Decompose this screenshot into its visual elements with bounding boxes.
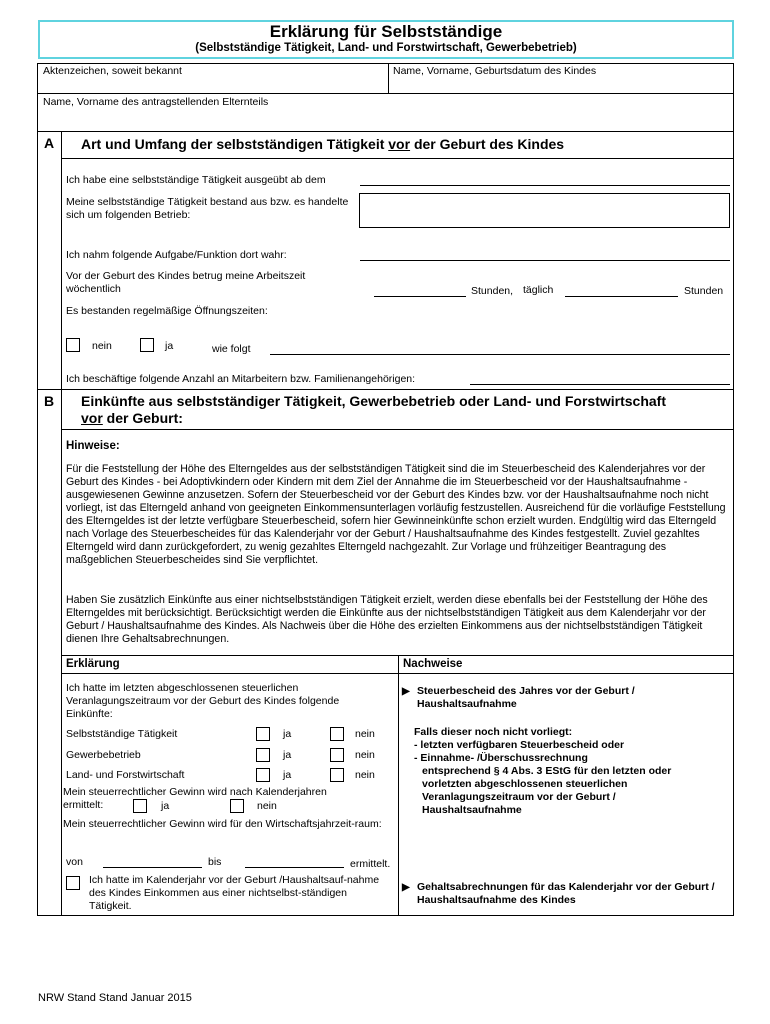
col-nachweise-header: Nachweise (403, 658, 463, 670)
arbeitszeit-label: Vor der Geburt des Kindes betrug meine Arbeitszeit wöchentlich (66, 270, 306, 295)
page-subtitle: (Selbstständige Tätigkeit, Land- und Forstwirtschaft, Gewerbebetrieb) (195, 42, 577, 54)
page-title: Erklärung für Selbstständige (269, 22, 503, 41)
row-landwirtschaft-ja-checkbox[interactable] (256, 768, 270, 782)
section-b-letter: B (44, 393, 55, 409)
oeffnungszeiten-ja-checkbox[interactable] (140, 338, 154, 352)
ermittelt-label: ermittelt. (350, 858, 391, 870)
oeffnungszeiten-ja-label: ja (165, 340, 174, 352)
oeffnungszeiten-nein-checkbox[interactable] (66, 338, 80, 352)
arbeitszeit-weekly-field[interactable] (374, 296, 466, 297)
section-b-heading-line2: vor der Geburt: (81, 410, 183, 426)
oeffnungszeiten-nein-label: nein (92, 340, 112, 352)
aufgabe-label: Ich nahm folgende Aufgabe/Funktion dort wahr: (66, 249, 287, 261)
gewinn-kalender-nein-checkbox[interactable] (230, 799, 244, 813)
nachweis3-arrow-icon: ▶ (402, 882, 410, 893)
footer-stand: NRW Stand Stand Januar 2015 (38, 992, 192, 1004)
row-gewerbe-ja-label: ja (283, 749, 292, 761)
von-date-field[interactable] (103, 867, 202, 868)
wie-folgt-label: wie folgt (212, 343, 251, 355)
col-erklaerung-header: Erklärung (66, 658, 120, 670)
gewinn-kalender-nein-label: nein (257, 800, 277, 812)
hinweise-label: Hinweise: (66, 440, 120, 452)
row-landwirtschaft-label: Land- und Forstwirtschaft (66, 769, 185, 781)
nachweis2-b: - Einnahme- /Überschussrechnung (414, 752, 588, 764)
nachweis1-text: Steuerbescheid des Jahres vor der Geburt / Haushaltsaufnahme (417, 685, 635, 710)
section-b-heading-line1: Einkünfte aus selbstständiger Tätigkeit, Gewerbebetrieb oder Land- und Forstwirtschaft (81, 393, 666, 409)
ausgeuebt-label: Ich habe eine selbstständige Tätigkeit ausgeübt ab dem (66, 174, 326, 186)
row-gewerbe-ja-checkbox[interactable] (256, 748, 270, 762)
nichtselbst-label: Ich hatte im Kalenderjahr vor der Geburt /Haushaltsauf-nahme des Kindes Einkommen aus einer nichtselbst-ständigen Tätigkeit. (89, 874, 380, 912)
bis-date-field[interactable] (245, 867, 344, 868)
elternteil-field[interactable] (38, 110, 733, 130)
nachweis3-text: Gehaltsabrechnungen für das Kalenderjahr vor der Geburt / Haushaltsaufnahme des Kindes (417, 881, 715, 906)
einkuenfte-intro: Ich hatte im letzten abgeschlossenen steuerlichen Veranlagungszeitraum vor der Geburt des Kindes folgende Einkünfte: (66, 682, 340, 720)
mitarbeiter-label: Ich beschäftige folgende Anzahl an Mitarbeitern bzw. Familienangehörigen: (66, 373, 416, 385)
nichtselbst-checkbox[interactable] (66, 876, 80, 890)
row-selbststaendig-nein-label: nein (355, 728, 375, 740)
taeglich-label: täglich (523, 284, 554, 296)
stunden-label-2: Stunden (684, 285, 724, 297)
kind-field[interactable] (389, 78, 733, 92)
nachweis2-a: - letzten verfügbaren Steuerbescheid oder (414, 739, 625, 751)
oeffnungszeiten-label: Es bestanden regelmäßige Öffnungszeiten: (66, 305, 268, 317)
section-a-letter: A (44, 135, 55, 151)
row-landwirtschaft-nein-label: nein (355, 769, 375, 781)
gewinn-kalender-ja-checkbox[interactable] (133, 799, 147, 813)
betrieb-field[interactable] (359, 193, 730, 228)
arbeitszeit-daily-field[interactable] (565, 296, 678, 297)
hinweise-paragraph-1: Für die Feststellung der Höhe des Elterngeldes aus der selbstständigen Tätigkeit sind die im Steuerbescheid des Kalenderjahres vor der Geburt des Kindes - bei Adoptivkindern oder Kindern mit dem Ziel der Annahme die im Steuerbescheid vor der Haushaltsaufnahme - ausgewiesenen Gewinne anzusetzen. Sofern der Steuerbescheid vor der Geburt des Kindes bzw. vor der Haushaltsaufnahme noch nicht vorliegt, ist das Elterngeld anhand von geeigneten Einkommensunterlagen vorläufig festzustellen. Ausreichend für die vorläufige Feststellung des Elterngeldes ist der letzte verfügbare Steuerbescheid, sofern hier Gewinneinkünfte schon erzielt wurden. Endgültig wird das Elterngeld nach Vorlage des Steuerbescheides für das Kalenderjahr vor der Geburt / Haushaltsaufnahme des Kindes festgestellt. Zuviel gezahltes Elterngeld wird dann zurückgefordert, zu wenig gezahltes Elterngeld nachgezahlt. Zur Vorlage und frühzeitiger Beantragung des maßgeblichen Steuerbescheides sind Sie verpflichtet. (66, 463, 726, 566)
gewinn-kalender-label: Mein steuerrechtlicher Gewinn wird nach Kalenderjahren ermittelt: (63, 786, 327, 811)
row-selbststaendig-ja-label: ja (283, 728, 292, 740)
hinweise-paragraph-2: Haben Sie zusätzlich Einkünfte aus einer nichtselbstständigen Tätigkeit erzielt, werden diese ebenfalls bei der Feststellung der Höhe des Elterngeldes mit berücksichtigt. Berücksichtigt werden die Einkünfte aus der nichtselbstständigen Tätigkeit aus dem Kalenderjahr vor der Geburt / Haushaltsaufnahme des Kindes. Als Nachweis über die Höhe des erzielten Einkommens aus der nichtselbstständigen Tätigkeit dienen Ihre Gehaltsabrechnungen. (66, 594, 708, 645)
ausgeuebt-date-field[interactable] (360, 185, 730, 186)
row-landwirtschaft-ja-label: ja (283, 769, 292, 781)
row-gewerbe-nein-checkbox[interactable] (330, 748, 344, 762)
section-a-heading: Art und Umfang der selbstständigen Tätigkeit vor der Geburt des Kindes (81, 136, 565, 152)
gewinn-wirtschaft-label: Mein steuerrechtlicher Gewinn wird für den Wirtschaftsjahrzeit-raum: (63, 818, 382, 830)
elternteil-label: Name, Vorname des antragstellenden Elternteils (43, 96, 269, 108)
kind-label: Name, Vorname, Geburtsdatum des Kindes (393, 65, 597, 77)
row-gewerbe-label: Gewerbebetrieb (66, 749, 141, 761)
nachweis2-head: Falls dieser noch nicht vorliegt: (414, 726, 573, 738)
bis-label: bis (208, 856, 222, 868)
row-selbststaendig-label: Selbstständige Tätigkeit (66, 728, 178, 740)
aufgabe-field[interactable] (360, 260, 730, 261)
betrieb-label: Meine selbstständige Tätigkeit bestand aus bzw. es handelte sich um folgenden Betrieb: (66, 196, 349, 221)
aktenzeichen-field[interactable] (38, 78, 388, 92)
gewinn-kalender-ja-label: ja (161, 800, 170, 812)
aktenzeichen-label: Aktenzeichen, soweit bekannt (43, 65, 182, 77)
mitarbeiter-field[interactable] (470, 384, 730, 385)
wie-folgt-field[interactable] (270, 354, 730, 355)
nachweis1-arrow-icon: ▶ (402, 686, 410, 697)
row-selbststaendig-nein-checkbox[interactable] (330, 727, 344, 741)
von-label: von (66, 856, 83, 868)
row-selbststaendig-ja-checkbox[interactable] (256, 727, 270, 741)
nachweis2-c: entsprechend § 4 Abs. 3 EStG für den letzten oder vorletzten abgeschlossenen steuerlichen Veranlagungszeitraum vor der Geburt / Haushaltsaufnahme (422, 765, 672, 816)
row-landwirtschaft-nein-checkbox[interactable] (330, 768, 344, 782)
row-gewerbe-nein-label: nein (355, 749, 375, 761)
stunden-label-1: Stunden, (471, 285, 514, 297)
